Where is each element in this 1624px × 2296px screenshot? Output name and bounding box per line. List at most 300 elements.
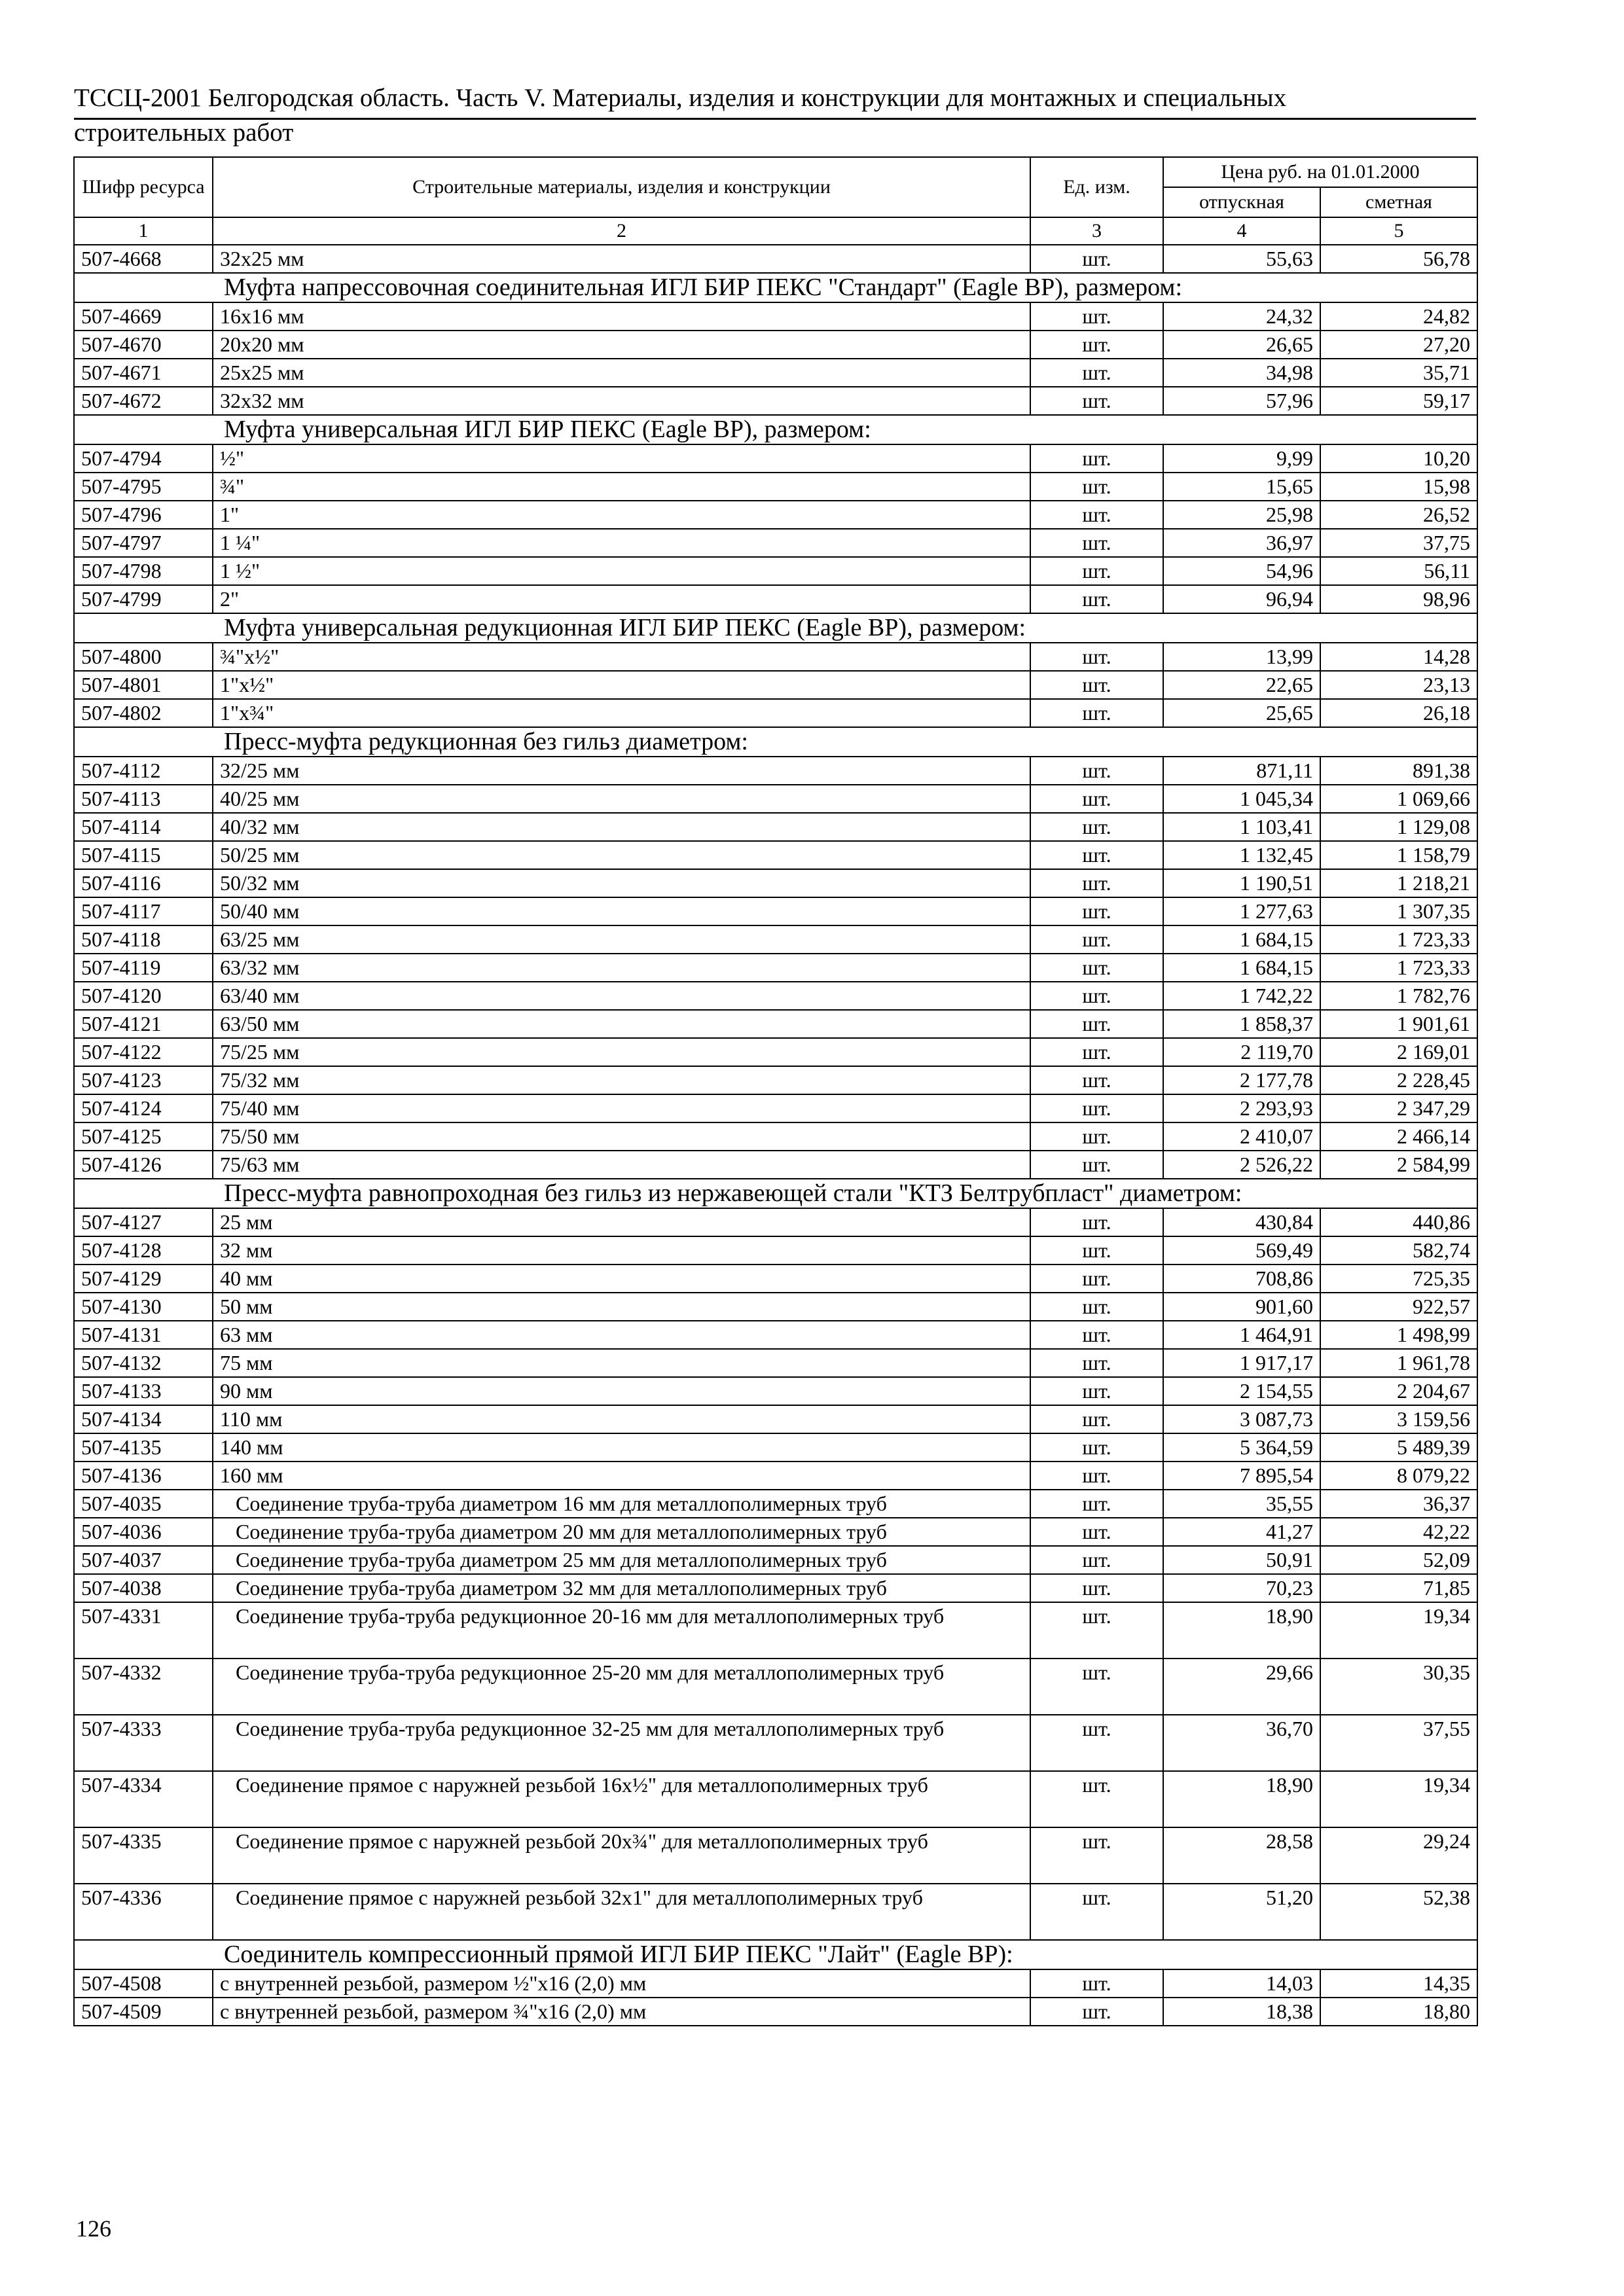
- item-code: 507-4120: [74, 982, 213, 1010]
- item-name: 63/25 мм: [213, 925, 1030, 954]
- item-price-release: 1 684,15: [1163, 925, 1320, 954]
- item-unit: шт.: [1030, 897, 1163, 925]
- item-name: 75/32 мм: [213, 1066, 1030, 1094]
- group-title: Муфта универсальная ИГЛ БИР ПЕКС (Eagle BP), размером:: [74, 415, 1477, 444]
- item-code: 507-4116: [74, 869, 213, 897]
- item-name: 32х25 мм: [213, 245, 1030, 273]
- item-price-release: 1 464,91: [1163, 1321, 1320, 1349]
- item-name: Соединение труба-труба редукционное 20-16 мм для металлополимерных труб: [213, 1602, 1030, 1659]
- item-price-estimate: 35,71: [1320, 359, 1477, 387]
- table-row: [74, 1518, 1477, 1546]
- item-price-estimate: 14,35: [1320, 1969, 1477, 1998]
- item-price-estimate: 1 723,33: [1320, 925, 1477, 954]
- item-name: 1 ¼": [213, 529, 1030, 557]
- item-price-estimate: 1 961,78: [1320, 1349, 1477, 1377]
- item-unit: шт.: [1030, 1236, 1163, 1265]
- item-code: 507-4801: [74, 671, 213, 699]
- item-name: ½": [213, 444, 1030, 473]
- item-price-estimate: 15,98: [1320, 473, 1477, 501]
- item-unit: шт.: [1030, 331, 1163, 359]
- item-unit: шт.: [1030, 869, 1163, 897]
- item-name: 16х16 мм: [213, 302, 1030, 331]
- column-number: 1: [74, 217, 213, 245]
- table-row: [74, 671, 1477, 699]
- item-price-release: 1 858,37: [1163, 1010, 1320, 1038]
- item-price-release: 7 895,54: [1163, 1462, 1320, 1490]
- item-unit: шт.: [1030, 529, 1163, 557]
- item-price-estimate: 30,35: [1320, 1659, 1477, 1715]
- item-unit: шт.: [1030, 1122, 1163, 1151]
- item-code: 507-4126: [74, 1151, 213, 1179]
- item-price-estimate: 2 204,67: [1320, 1377, 1477, 1405]
- item-unit: шт.: [1030, 1659, 1163, 1715]
- item-price-estimate: 36,37: [1320, 1490, 1477, 1518]
- header-title-line1: ТССЦ-2001 Белгородская область. Часть V. Материалы, изделия и конструкции для монтажных и специальных: [74, 84, 1287, 112]
- item-name: 160 мм: [213, 1462, 1030, 1490]
- table-group-row: [74, 1940, 1477, 1969]
- item-name: Соединение труба-труба диаметром 25 мм для металлополимерных труб: [213, 1546, 1030, 1574]
- table-row: [74, 359, 1477, 387]
- column-header-price-release: отпускная: [1163, 187, 1320, 217]
- item-price-release: 41,27: [1163, 1518, 1320, 1546]
- item-unit: шт.: [1030, 1715, 1163, 1771]
- item-unit: шт.: [1030, 1602, 1163, 1659]
- item-price-estimate: 56,11: [1320, 557, 1477, 585]
- item-price-estimate: 10,20: [1320, 444, 1477, 473]
- table-row: [74, 302, 1477, 331]
- item-price-estimate: 98,96: [1320, 585, 1477, 613]
- item-name: 40/32 мм: [213, 813, 1030, 841]
- item-price-estimate: 1 129,08: [1320, 813, 1477, 841]
- item-unit: шт.: [1030, 1998, 1163, 2026]
- item-code: 507-4795: [74, 473, 213, 501]
- item-name: 75/63 мм: [213, 1151, 1030, 1179]
- item-code: 507-4794: [74, 444, 213, 473]
- table-row: [74, 1827, 1477, 1884]
- item-name: 50/25 мм: [213, 841, 1030, 869]
- item-price-release: 9,99: [1163, 444, 1320, 473]
- item-price-release: 34,98: [1163, 359, 1320, 387]
- item-unit: шт.: [1030, 1546, 1163, 1574]
- item-name: 50/40 мм: [213, 897, 1030, 925]
- item-price-release: 57,96: [1163, 387, 1320, 415]
- item-code: 507-4332: [74, 1659, 213, 1715]
- item-price-estimate: 37,75: [1320, 529, 1477, 557]
- item-price-estimate: 440,86: [1320, 1208, 1477, 1236]
- table-row: [74, 1998, 1477, 2026]
- item-price-release: 569,49: [1163, 1236, 1320, 1265]
- item-unit: шт.: [1030, 1574, 1163, 1602]
- item-code: 507-4127: [74, 1208, 213, 1236]
- item-code: 507-4133: [74, 1377, 213, 1405]
- item-price-estimate: 18,80: [1320, 1998, 1477, 2026]
- item-name: 20х20 мм: [213, 331, 1030, 359]
- item-unit: шт.: [1030, 1771, 1163, 1827]
- page-header: [74, 84, 1476, 147]
- table-row: [74, 1574, 1477, 1602]
- item-price-estimate: 725,35: [1320, 1265, 1477, 1293]
- item-price-release: 25,98: [1163, 501, 1320, 529]
- item-name: 90 мм: [213, 1377, 1030, 1405]
- item-price-release: 871,11: [1163, 757, 1320, 785]
- item-name: 25х25 мм: [213, 359, 1030, 387]
- item-price-release: 2 119,70: [1163, 1038, 1320, 1066]
- item-code: 507-4038: [74, 1574, 213, 1602]
- group-title: Муфта напрессовочная соединительная ИГЛ БИР ПЕКС "Стандарт" (Eagle BP), размером:: [74, 273, 1477, 302]
- item-code: 507-4035: [74, 1490, 213, 1518]
- item-name: Соединение прямое с наружней резьбой 32х1" для металлополимерных труб: [213, 1884, 1030, 1940]
- item-price-release: 18,90: [1163, 1771, 1320, 1827]
- item-price-release: 2 154,55: [1163, 1377, 1320, 1405]
- item-price-release: 1 917,17: [1163, 1349, 1320, 1377]
- table-row: [74, 897, 1477, 925]
- item-name: 1 ½": [213, 557, 1030, 585]
- item-price-release: 70,23: [1163, 1574, 1320, 1602]
- item-name: Соединение труба-труба редукционное 32-25 мм для металлополимерных труб: [213, 1715, 1030, 1771]
- table-group-row: [74, 727, 1477, 757]
- column-number: 3: [1030, 217, 1163, 245]
- item-price-estimate: 1 723,33: [1320, 954, 1477, 982]
- item-code: 507-4136: [74, 1462, 213, 1490]
- item-code: 507-4121: [74, 1010, 213, 1038]
- table-row: [74, 785, 1477, 813]
- group-title: Пресс-муфта редукционная без гильз диаметром:: [74, 727, 1477, 757]
- table-row: [74, 473, 1477, 501]
- item-price-release: 18,38: [1163, 1998, 1320, 2026]
- item-price-estimate: 52,38: [1320, 1884, 1477, 1940]
- table-row: [74, 387, 1477, 415]
- item-price-release: 1 190,51: [1163, 869, 1320, 897]
- item-unit: шт.: [1030, 1518, 1163, 1546]
- table-row: [74, 982, 1477, 1010]
- item-name: 1": [213, 501, 1030, 529]
- item-code: 507-4117: [74, 897, 213, 925]
- item-name: 40/25 мм: [213, 785, 1030, 813]
- item-name: 63/32 мм: [213, 954, 1030, 982]
- table-row: [74, 1094, 1477, 1122]
- item-code: 507-4132: [74, 1349, 213, 1377]
- item-price-estimate: 1 158,79: [1320, 841, 1477, 869]
- item-code: 507-4333: [74, 1715, 213, 1771]
- item-code: 507-4672: [74, 387, 213, 415]
- item-price-release: 708,86: [1163, 1265, 1320, 1293]
- item-price-estimate: 71,85: [1320, 1574, 1477, 1602]
- item-price-estimate: 5 489,39: [1320, 1433, 1477, 1462]
- column-number: 4: [1163, 217, 1320, 245]
- item-unit: шт.: [1030, 245, 1163, 273]
- item-price-estimate: 8 079,22: [1320, 1462, 1477, 1490]
- table-row: [74, 643, 1477, 671]
- item-code: 507-4112: [74, 757, 213, 785]
- item-price-release: 2 177,78: [1163, 1066, 1320, 1094]
- item-name: 1"х¾": [213, 699, 1030, 727]
- table-row: [74, 925, 1477, 954]
- item-code: 507-4134: [74, 1405, 213, 1433]
- header-rule: [74, 118, 1476, 120]
- item-code: 507-4129: [74, 1265, 213, 1293]
- table-row: [74, 1546, 1477, 1574]
- item-price-estimate: 922,57: [1320, 1293, 1477, 1321]
- item-name: 63/40 мм: [213, 982, 1030, 1010]
- item-price-estimate: 2 584,99: [1320, 1151, 1477, 1179]
- table-row: [74, 813, 1477, 841]
- item-unit: шт.: [1030, 671, 1163, 699]
- item-code: 507-4331: [74, 1602, 213, 1659]
- item-unit: шт.: [1030, 1293, 1163, 1321]
- column-header-price-estimate: сметная: [1320, 187, 1477, 217]
- item-name: 75/50 мм: [213, 1122, 1030, 1151]
- table-row: [74, 757, 1477, 785]
- item-price-estimate: 26,18: [1320, 699, 1477, 727]
- item-name: 40 мм: [213, 1265, 1030, 1293]
- item-price-estimate: 1 307,35: [1320, 897, 1477, 925]
- item-price-estimate: 3 159,56: [1320, 1405, 1477, 1433]
- item-price-estimate: 582,74: [1320, 1236, 1477, 1265]
- column-number: 5: [1320, 217, 1477, 245]
- table-row: [74, 1208, 1477, 1236]
- item-unit: шт.: [1030, 1151, 1163, 1179]
- item-unit: шт.: [1030, 585, 1163, 613]
- table-row: [74, 557, 1477, 585]
- table-group-row: [74, 613, 1477, 643]
- item-code: 507-4123: [74, 1066, 213, 1094]
- table-row: [74, 1405, 1477, 1433]
- item-code: 507-4037: [74, 1546, 213, 1574]
- item-price-release: 1 742,22: [1163, 982, 1320, 1010]
- price-table: [73, 156, 1478, 2026]
- table-row: [74, 954, 1477, 982]
- item-name: Соединение прямое с наружней резьбой 16х½" для металлополимерных труб: [213, 1771, 1030, 1827]
- item-unit: шт.: [1030, 954, 1163, 982]
- item-unit: шт.: [1030, 1827, 1163, 1884]
- table-row: [74, 1969, 1477, 1998]
- table-group-row: [74, 415, 1477, 444]
- item-price-release: 18,90: [1163, 1602, 1320, 1659]
- item-name: Соединение труба-труба диаметром 32 мм для металлополимерных труб: [213, 1574, 1030, 1602]
- item-code: 507-4135: [74, 1433, 213, 1462]
- item-unit: шт.: [1030, 1038, 1163, 1066]
- item-unit: шт.: [1030, 359, 1163, 387]
- item-price-release: 28,58: [1163, 1827, 1320, 1884]
- item-price-estimate: 26,52: [1320, 501, 1477, 529]
- item-price-release: 1 045,34: [1163, 785, 1320, 813]
- item-code: 507-4799: [74, 585, 213, 613]
- item-price-estimate: 1 901,61: [1320, 1010, 1477, 1038]
- item-price-estimate: 29,24: [1320, 1827, 1477, 1884]
- item-price-estimate: 23,13: [1320, 671, 1477, 699]
- item-code: 507-4036: [74, 1518, 213, 1546]
- item-name: Соединение труба-труба диаметром 16 мм для металлополимерных труб: [213, 1490, 1030, 1518]
- item-code: 507-4115: [74, 841, 213, 869]
- item-unit: шт.: [1030, 1490, 1163, 1518]
- item-unit: шт.: [1030, 785, 1163, 813]
- item-name: 50 мм: [213, 1293, 1030, 1321]
- item-name: Соединение труба-труба редукционное 25-20 мм для металлополимерных труб: [213, 1659, 1030, 1715]
- item-price-estimate: 14,28: [1320, 643, 1477, 671]
- item-price-estimate: 42,22: [1320, 1518, 1477, 1546]
- item-price-estimate: 1 218,21: [1320, 869, 1477, 897]
- item-price-estimate: 2 169,01: [1320, 1038, 1477, 1066]
- item-unit: шт.: [1030, 841, 1163, 869]
- table-row: [74, 444, 1477, 473]
- table-row: [74, 841, 1477, 869]
- item-code: 507-4670: [74, 331, 213, 359]
- item-unit: шт.: [1030, 643, 1163, 671]
- item-name: 32х32 мм: [213, 387, 1030, 415]
- column-header-code: Шифр ресурса: [74, 157, 213, 217]
- item-name: 63 мм: [213, 1321, 1030, 1349]
- item-unit: шт.: [1030, 757, 1163, 785]
- table-row: [74, 1349, 1477, 1377]
- table-row: [74, 1066, 1477, 1094]
- item-price-estimate: 52,09: [1320, 1546, 1477, 1574]
- item-name: Соединение прямое с наружней резьбой 20х¾" для металлополимерных труб: [213, 1827, 1030, 1884]
- item-unit: шт.: [1030, 925, 1163, 954]
- item-unit: шт.: [1030, 982, 1163, 1010]
- item-price-estimate: 2 228,45: [1320, 1066, 1477, 1094]
- item-unit: шт.: [1030, 813, 1163, 841]
- item-name: 110 мм: [213, 1405, 1030, 1433]
- item-code: 507-4796: [74, 501, 213, 529]
- item-price-estimate: 37,55: [1320, 1715, 1477, 1771]
- table-row: [74, 1321, 1477, 1349]
- item-unit: шт.: [1030, 1884, 1163, 1940]
- item-price-estimate: 59,17: [1320, 387, 1477, 415]
- item-price-release: 50,91: [1163, 1546, 1320, 1574]
- item-unit: шт.: [1030, 1066, 1163, 1094]
- table-row: [74, 331, 1477, 359]
- item-price-release: 24,32: [1163, 302, 1320, 331]
- table-group-row: [74, 273, 1477, 302]
- item-price-release: 15,65: [1163, 473, 1320, 501]
- item-code: 507-4509: [74, 1998, 213, 2026]
- item-name: 1"х½": [213, 671, 1030, 699]
- item-price-estimate: 56,78: [1320, 245, 1477, 273]
- item-code: 507-4118: [74, 925, 213, 954]
- item-price-release: 96,94: [1163, 585, 1320, 613]
- item-unit: шт.: [1030, 557, 1163, 585]
- item-price-release: 1 684,15: [1163, 954, 1320, 982]
- item-code: 507-4336: [74, 1884, 213, 1940]
- item-price-release: 51,20: [1163, 1884, 1320, 1940]
- item-price-release: 3 087,73: [1163, 1405, 1320, 1433]
- item-name: 75/40 мм: [213, 1094, 1030, 1122]
- item-code: 507-4131: [74, 1321, 213, 1349]
- item-unit: шт.: [1030, 444, 1163, 473]
- item-unit: шт.: [1030, 1462, 1163, 1490]
- item-price-release: 55,63: [1163, 245, 1320, 273]
- item-price-estimate: 24,82: [1320, 302, 1477, 331]
- item-code: 507-4113: [74, 785, 213, 813]
- item-price-release: 54,96: [1163, 557, 1320, 585]
- item-name: 32 мм: [213, 1236, 1030, 1265]
- item-unit: шт.: [1030, 1433, 1163, 1462]
- table-row: [74, 1659, 1477, 1715]
- group-title: Пресс-муфта равнопроходная без гильз из нержавеющей стали "КТЗ Белтрубпласт" диаметром:: [74, 1179, 1477, 1208]
- table-row: [74, 869, 1477, 897]
- item-unit: шт.: [1030, 1010, 1163, 1038]
- table-row: [74, 1462, 1477, 1490]
- item-unit: шт.: [1030, 1094, 1163, 1122]
- table-row: [74, 1236, 1477, 1265]
- page-number: 126: [76, 2215, 111, 2242]
- item-price-release: 2 293,93: [1163, 1094, 1320, 1122]
- item-unit: шт.: [1030, 501, 1163, 529]
- item-price-release: 2 526,22: [1163, 1151, 1320, 1179]
- item-price-estimate: 1 498,99: [1320, 1321, 1477, 1349]
- item-price-release: 22,65: [1163, 671, 1320, 699]
- table-row: [74, 1265, 1477, 1293]
- table-row: [74, 1602, 1477, 1659]
- item-name: с внутренней резьбой, размером ½"х16 (2,0) мм: [213, 1969, 1030, 1998]
- item-code: 507-4128: [74, 1236, 213, 1265]
- item-code: 507-4508: [74, 1969, 213, 1998]
- item-code: 507-4122: [74, 1038, 213, 1066]
- item-code: 507-4669: [74, 302, 213, 331]
- item-price-release: 430,84: [1163, 1208, 1320, 1236]
- item-code: 507-4125: [74, 1122, 213, 1151]
- item-price-estimate: 1 069,66: [1320, 785, 1477, 813]
- column-header-unit: Ед. изм.: [1030, 157, 1163, 217]
- column-header-name: Строительные материалы, изделия и конструкции: [213, 157, 1030, 217]
- table-row: [74, 1010, 1477, 1038]
- item-name: ¾": [213, 473, 1030, 501]
- item-code: 507-4802: [74, 699, 213, 727]
- table-body: [74, 245, 1477, 2026]
- item-unit: шт.: [1030, 1349, 1163, 1377]
- item-name: ¾"х½": [213, 643, 1030, 671]
- table-row: [74, 1293, 1477, 1321]
- item-name: 140 мм: [213, 1433, 1030, 1462]
- item-code: 507-4334: [74, 1771, 213, 1827]
- table-row: [74, 1038, 1477, 1066]
- item-code: 507-4668: [74, 245, 213, 273]
- item-name: 75/25 мм: [213, 1038, 1030, 1066]
- table-row: [74, 699, 1477, 727]
- item-unit: шт.: [1030, 1969, 1163, 1998]
- item-price-release: 26,65: [1163, 331, 1320, 359]
- item-price-estimate: 891,38: [1320, 757, 1477, 785]
- item-code: 507-4335: [74, 1827, 213, 1884]
- table-row: [74, 245, 1477, 273]
- table-row: [74, 1122, 1477, 1151]
- item-unit: шт.: [1030, 1265, 1163, 1293]
- item-name: 50/32 мм: [213, 869, 1030, 897]
- item-price-release: 1 277,63: [1163, 897, 1320, 925]
- table-row: [74, 1771, 1477, 1827]
- column-number: 2: [213, 217, 1030, 245]
- item-price-release: 1 103,41: [1163, 813, 1320, 841]
- item-code: 507-4114: [74, 813, 213, 841]
- item-unit: шт.: [1030, 1405, 1163, 1433]
- item-name: 2": [213, 585, 1030, 613]
- item-price-release: 5 364,59: [1163, 1433, 1320, 1462]
- item-price-estimate: 27,20: [1320, 331, 1477, 359]
- table-row: [74, 1151, 1477, 1179]
- table-row: [74, 501, 1477, 529]
- item-unit: шт.: [1030, 1377, 1163, 1405]
- column-header-price: Цена руб. на 01.01.2000: [1163, 157, 1477, 187]
- header-title-line2: строительных работ: [74, 118, 294, 147]
- item-price-release: 36,97: [1163, 529, 1320, 557]
- item-unit: шт.: [1030, 387, 1163, 415]
- group-title: Муфта универсальная редукционная ИГЛ БИР ПЕКС (Eagle BP), размером:: [74, 613, 1477, 643]
- item-unit: шт.: [1030, 473, 1163, 501]
- item-price-release: 29,66: [1163, 1659, 1320, 1715]
- item-name: 75 мм: [213, 1349, 1030, 1377]
- item-price-estimate: 2 466,14: [1320, 1122, 1477, 1151]
- table-row: [74, 585, 1477, 613]
